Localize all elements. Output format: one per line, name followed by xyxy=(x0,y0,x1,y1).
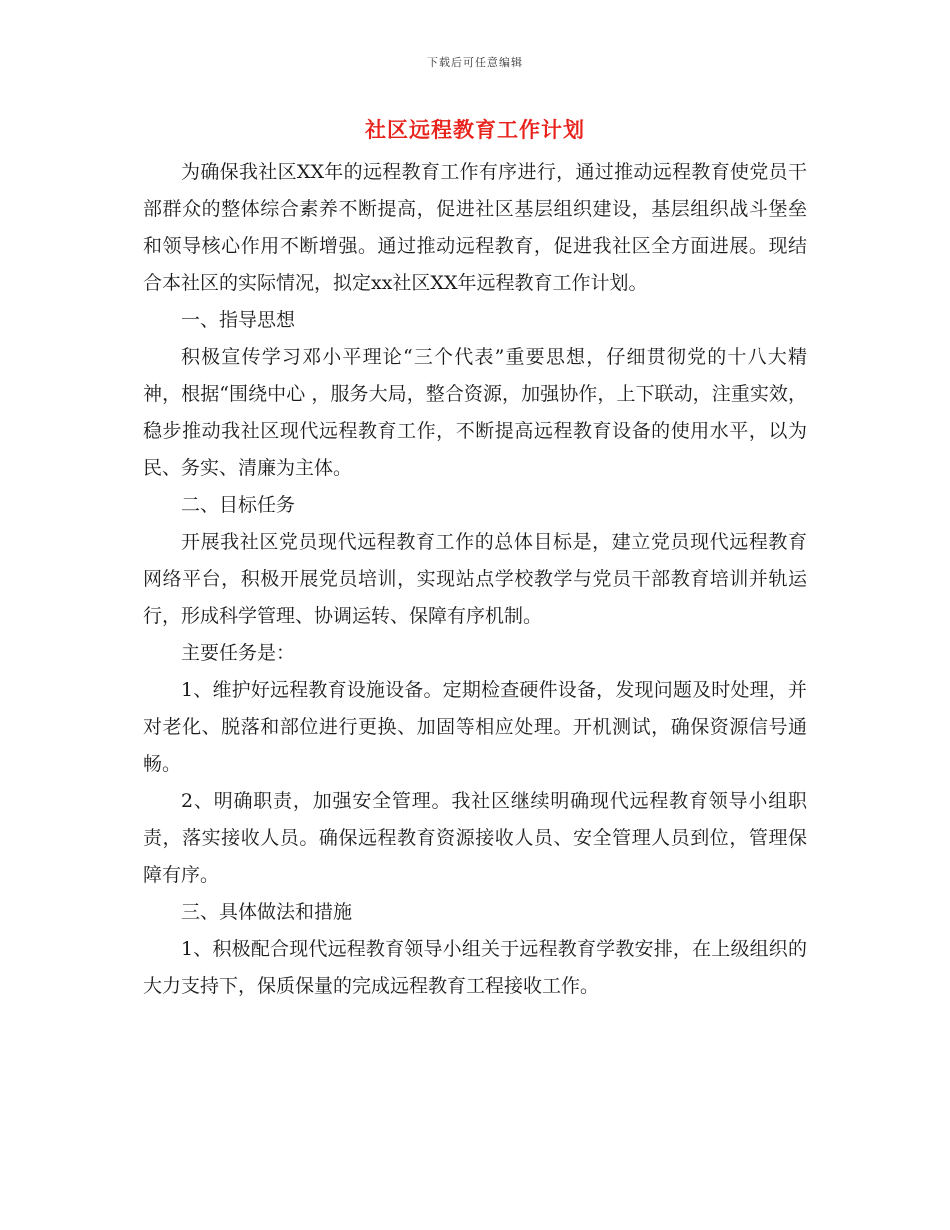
section-heading-goals: 二、目标任务 xyxy=(181,494,296,516)
subheading-main-tasks: 主要任务是： xyxy=(181,642,296,664)
section-heading-measures: 三、具体做法和措施 xyxy=(181,901,353,923)
paragraph-task-1: 1、维护好远程教育设施设备。定期检查硬件设备，发现问题及时处理，并对老化、脱落和部位进行更换、加固等相应处理。开机测试，确保资源信号通畅。 xyxy=(143,679,807,775)
paragraph-guiding-ideology: 积极宣传学习邓小平理论“三个代表”重要思想，仔细贯彻党的十八大精神，根据“围绕中心 ，服务大局，整合资源，加强协作，上下联动，注重实效，稳步推动我社区现代远程教育工作，不断提高远程教育设备的使用水平，以为民、务实、清廉为主体。 xyxy=(143,346,807,479)
paragraph-goals: 开展我社区党员现代远程教育工作的总体目标是，建立党员现代远程教育网络平台，积极开展党员培训，实现站点学校教学与党员干部教育培训并轨运行，形成科学管理、协调运转、保障有序机制。 xyxy=(143,531,807,627)
paragraph-task-2: 2、明确职责，加强安全管理。我社区继续明确现代远程教育领导小组职责，落实接收人员。确保远程教育资源接收人员、安全管理人员到位，管理保障有序。 xyxy=(143,790,807,886)
header-note: 下载后可任意编辑 xyxy=(427,56,523,69)
section-heading-guiding-ideology: 一、指导思想 xyxy=(181,309,296,331)
document-body xyxy=(143,154,807,1005)
paragraph-intro: 为确保我社区XX年的远程教育工作有序进行，通过推动远程教育使党员干部群众的整体综合素养不断提高，促进社区基层组织建设，基层组织战斗堡垒和领导核心作用不断增强。通过推动远程教育，促进我社区全方面进展。现结合本社区的实际情况，拟定xx社区XX年远程教育工作计划。 xyxy=(143,161,807,294)
document-title: 社区远程教育工作计划 xyxy=(365,117,585,142)
paragraph-measure-1: 1、积极配合现代远程教育领导小组关于远程教育学教安排，在上级组织的大力支持下，保质保量的完成远程教育工程接收工作。 xyxy=(143,938,807,997)
